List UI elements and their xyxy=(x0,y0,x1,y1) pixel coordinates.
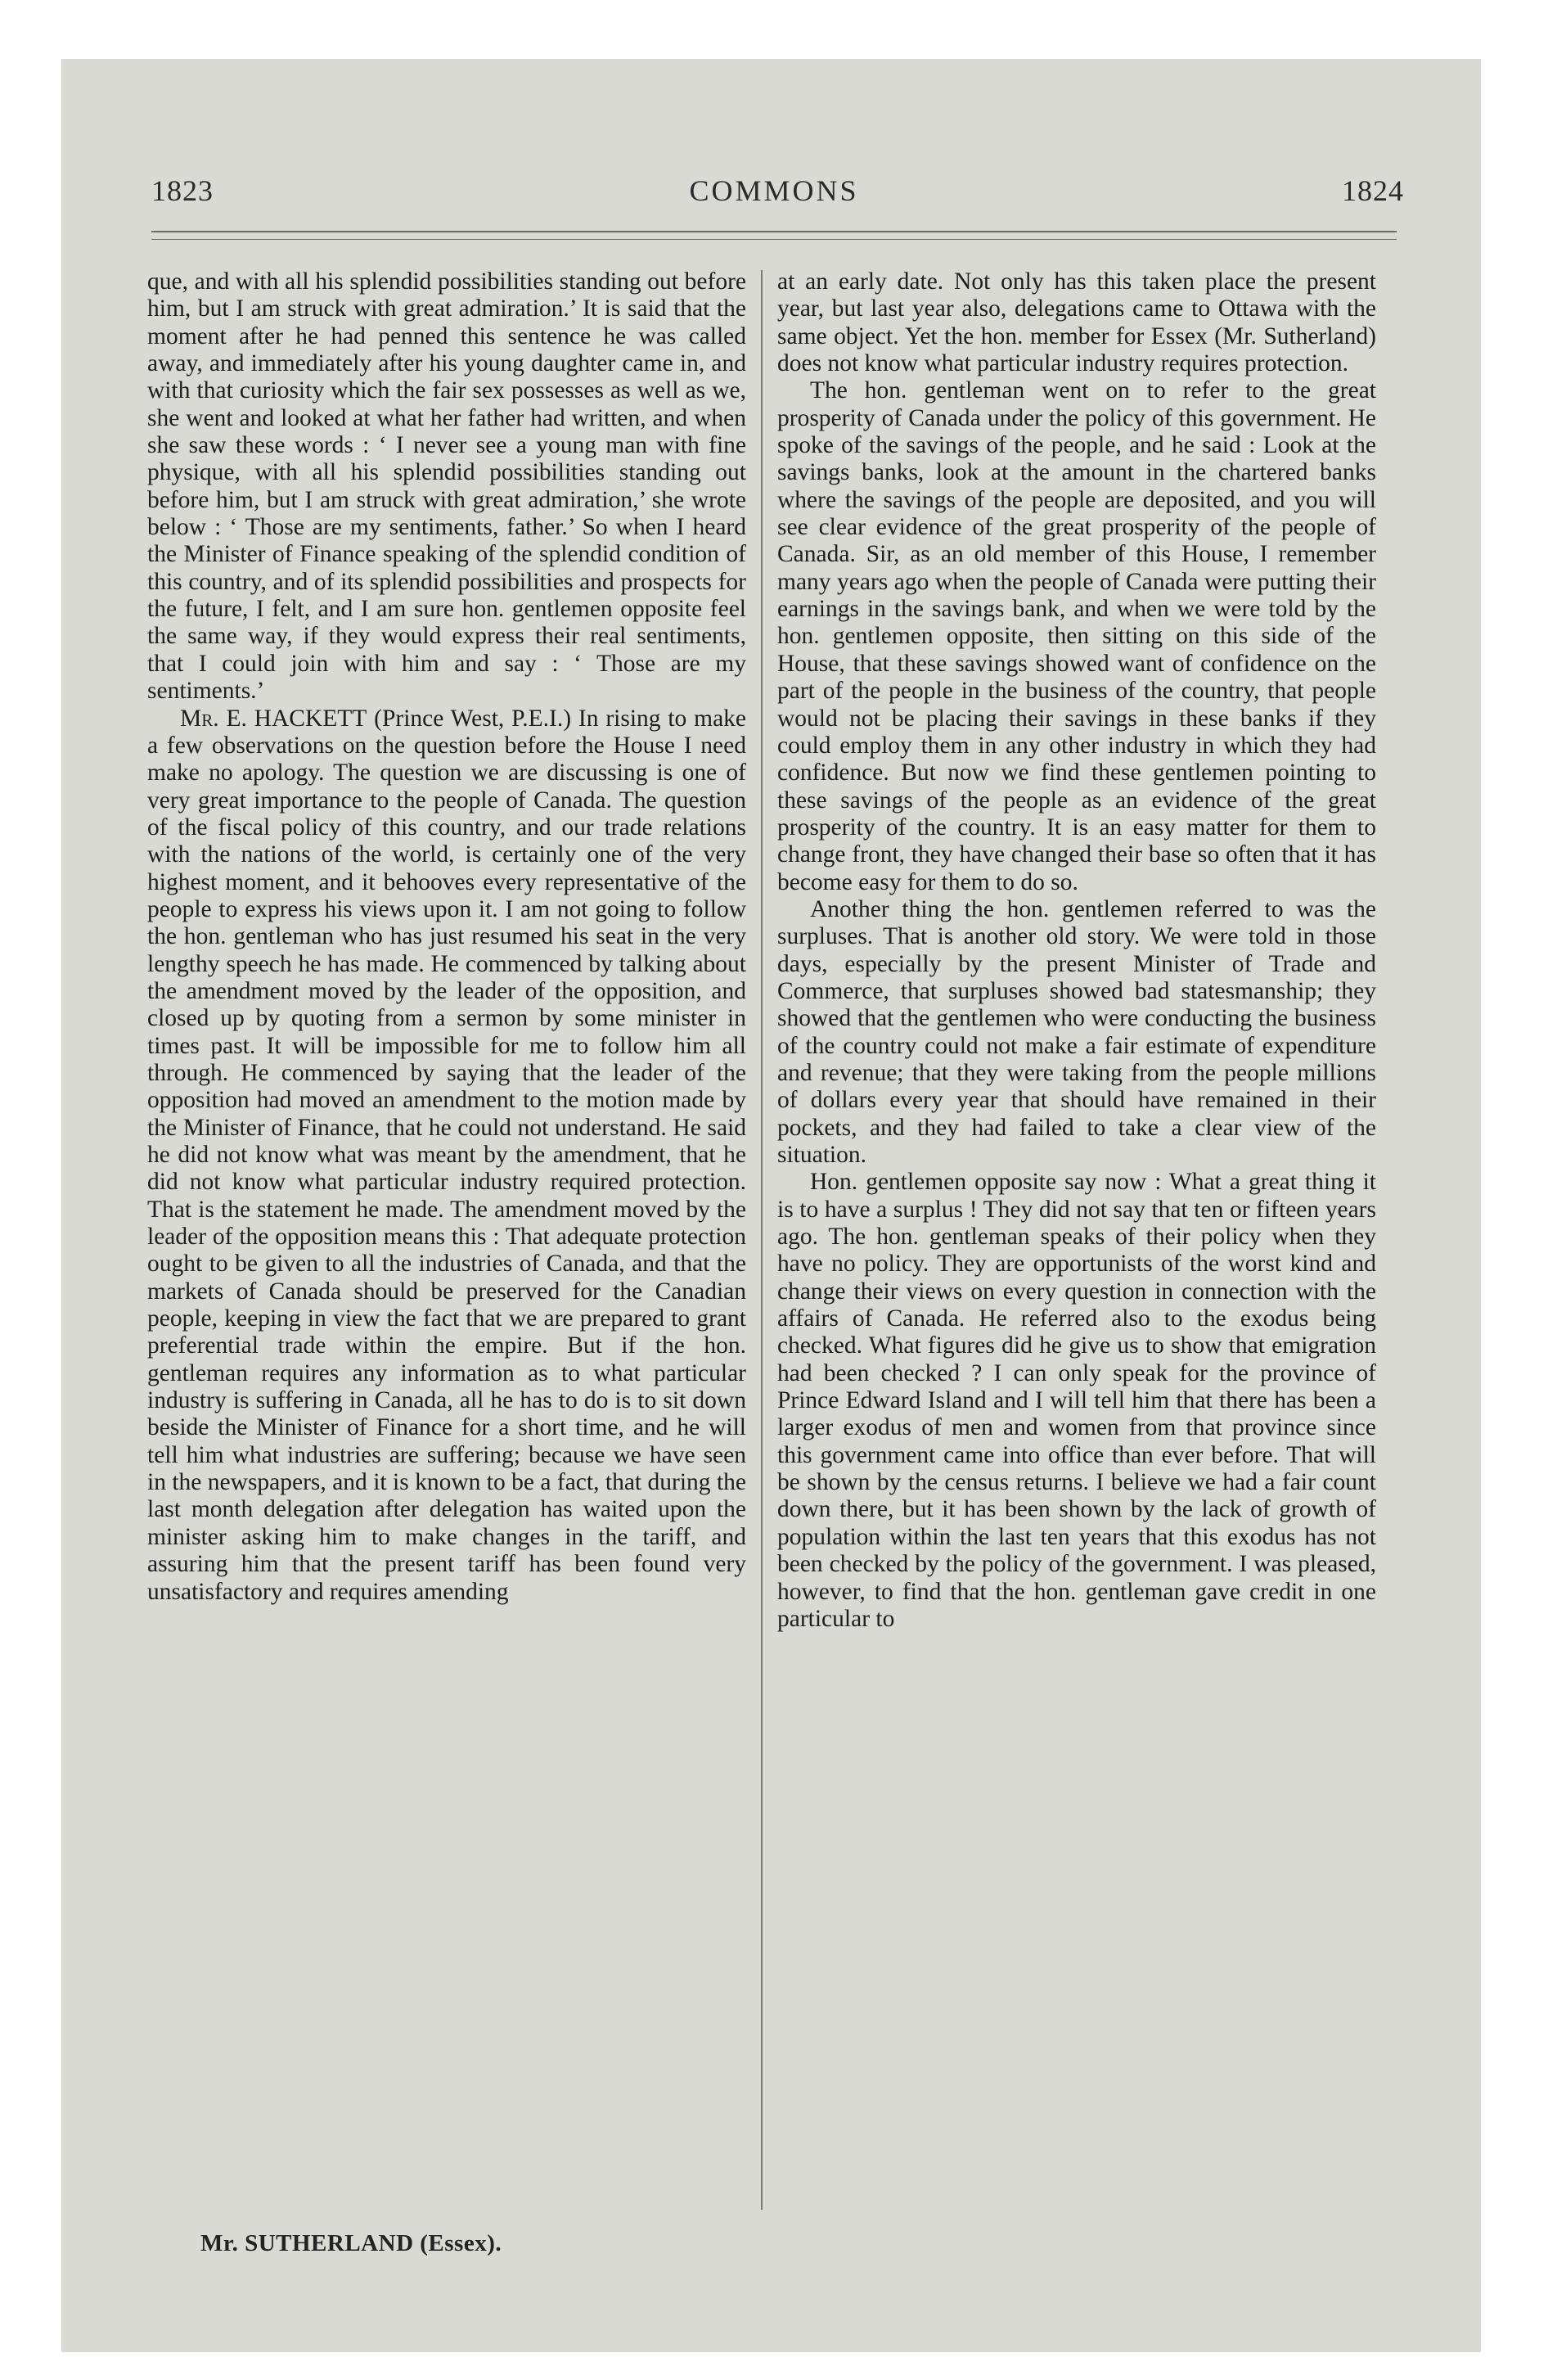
page-number-left: 1823 xyxy=(151,174,214,207)
paragraph: at an early date. Not only has this taken place the present year, but last year also, delegations came to Ottawa with the same object. Yet the hon. member for Essex (Mr. Sutherland) does not know what particular industry requires protection. xyxy=(777,268,1376,377)
paragraph: In rising to make a few observations on the question before the House I need make no apology. The question we are discussing is one of very great importance to the people of Canada. The question of the fiscal policy of this country, and our trade relations with the nations of the world, is certainly one of the very highest moment, and it behooves every representative of the people to express his views upon it. I am not going to follow the hon. gentleman who has just resumed his seat in the very lengthy speech he has made. He commenced by talking about the amendment moved by the leader of the opposition, and closed up by quoting from a sermon by some minister in times past. It will be impossible for me to follow him all through. He commenced by saying that the leader of the opposition had moved an amendment to the motion made by the Minister of Finance, that he could not understand. He said he did not know what was meant by the amendment, that he did not know what particular industry required protection. That is the statement he made. The amendment moved by the leader of the opposition means this : That adequate protection ought to be given to all the industries of Canada, and that the markets of Canada should be preserved for the Canadian people, keeping in view the fact that we are prepared to grant preferential trade within the empire. But if the hon. gentleman requires any information as to what particular industry is suffering in Canada, all he has to do is to sit down beside the Minister of Finance for a short time, and he will tell him what industries are suffering; because we have seen in the newspapers, and it is known to be a fact, that during the last month delegation after delegation has waited upon the minister asking him to make changes in the tariff, and assuring him that the present tariff has been found very unsatisfactory and requires amending xyxy=(147,705,747,1605)
column-divider xyxy=(761,270,763,2210)
paragraph: The hon. gentleman went on to refer to the great prosperity of Canada under the policy of this government. He spoke of the savings of the people, and he said : Look at the savings banks, look at the amount in the chartered banks where the savings of the people are deposited, and you will see clear evidence of the great prosperity of the people of Canada. Sir, as an old member of this House, I remember many years ago when the people of Canada were putting their earnings in the savings bank, and when we were told by the hon. gentlemen opposite, then sitting on this side of the House, that these savings showed want of confidence on the part of the people in the business of the country, that people would not be placing their savings in these banks if they could employ them in any other industry in which they had confidence. But now we find these gentlemen pointing to these savings of the people as an evidence of the great prosperity of the country. It is an easy matter for them to change front, they have changed their base so often that it has become easy for them to do so. xyxy=(777,377,1376,895)
speaker-riding: (Prince West, P.E.I.) xyxy=(374,705,572,732)
header-rule xyxy=(151,231,1397,232)
running-head: COMMONS xyxy=(689,174,859,207)
paragraph: Hon. gentlemen opposite say now : What a great thing it is to have a surplus ! They did not say that ten or fifteen years ago. The hon. gentleman speaks of their policy when they have no policy. They are opportunists of the worst kind and change their views on every question in connection with the affairs of Canada. He referred also to the exodus being checked. What figures did he give us to show that emigration had been checked ? I can only speak for the province of Prince Edward Island and I will tell him that there has been a larger exodus of men and women from that province since this government came into office than ever before. That will be shown by the census returns. I believe we had a fair count down there, but it has been shown by the lack of growth of population within the last ten years that this exodus has not been checked by the policy of the government. I was pleased, however, to find that the hon. gentleman gave credit in one particular to xyxy=(777,1169,1376,1632)
header-rule-thin xyxy=(151,239,1397,240)
left-column xyxy=(147,268,746,1606)
footer-speaker-reference: Mr. SUTHERLAND (Essex). xyxy=(200,2230,502,2256)
speaker-name: Mr. E. HACKETT xyxy=(180,705,367,732)
right-column xyxy=(777,268,1376,1633)
page-number-right: 1824 xyxy=(1342,174,1404,207)
paragraph: Another thing the hon. gentlemen referred to was the surpluses. That is another old story. We were told in those days, especially by the present Minister of Trade and Commerce, that surpluses showed bad statesmanship; they showed that the gentlemen who were conducting the business of the country could not make a fair estimate of expenditure and revenue; that they were taking from the people millions of dollars every year that should have remained in their pockets, and they had failed to take a clear view of the situation. xyxy=(777,895,1376,1168)
paragraph: que, and with all his splendid possibilities standing out before him, but I am struck with great admiration.’ It is said that the moment after he had penned this sentence he was called away, and immediately after his young daughter came in, and with that curiosity which the fair sex possesses as well as we, she went and looked at what her father had written, and when she saw these words : ‘ I never see a young man with fine physique, with all his splendid possibilities standing out before him, but I am struck with great admiration,’ she wrote below : ‘ Those are my sentiments, father.’ So when I heard the Minister of Finance speaking of the splendid condition of this country, and of its splendid possibilities and prospects for the future, I felt, and I am sure hon. gentlemen opposite feel the same way, if they would express their real sentiments, that I could join with him and say : ‘ Those are my sentiments.’ xyxy=(147,268,746,705)
speaker-paragraph xyxy=(147,705,746,1606)
